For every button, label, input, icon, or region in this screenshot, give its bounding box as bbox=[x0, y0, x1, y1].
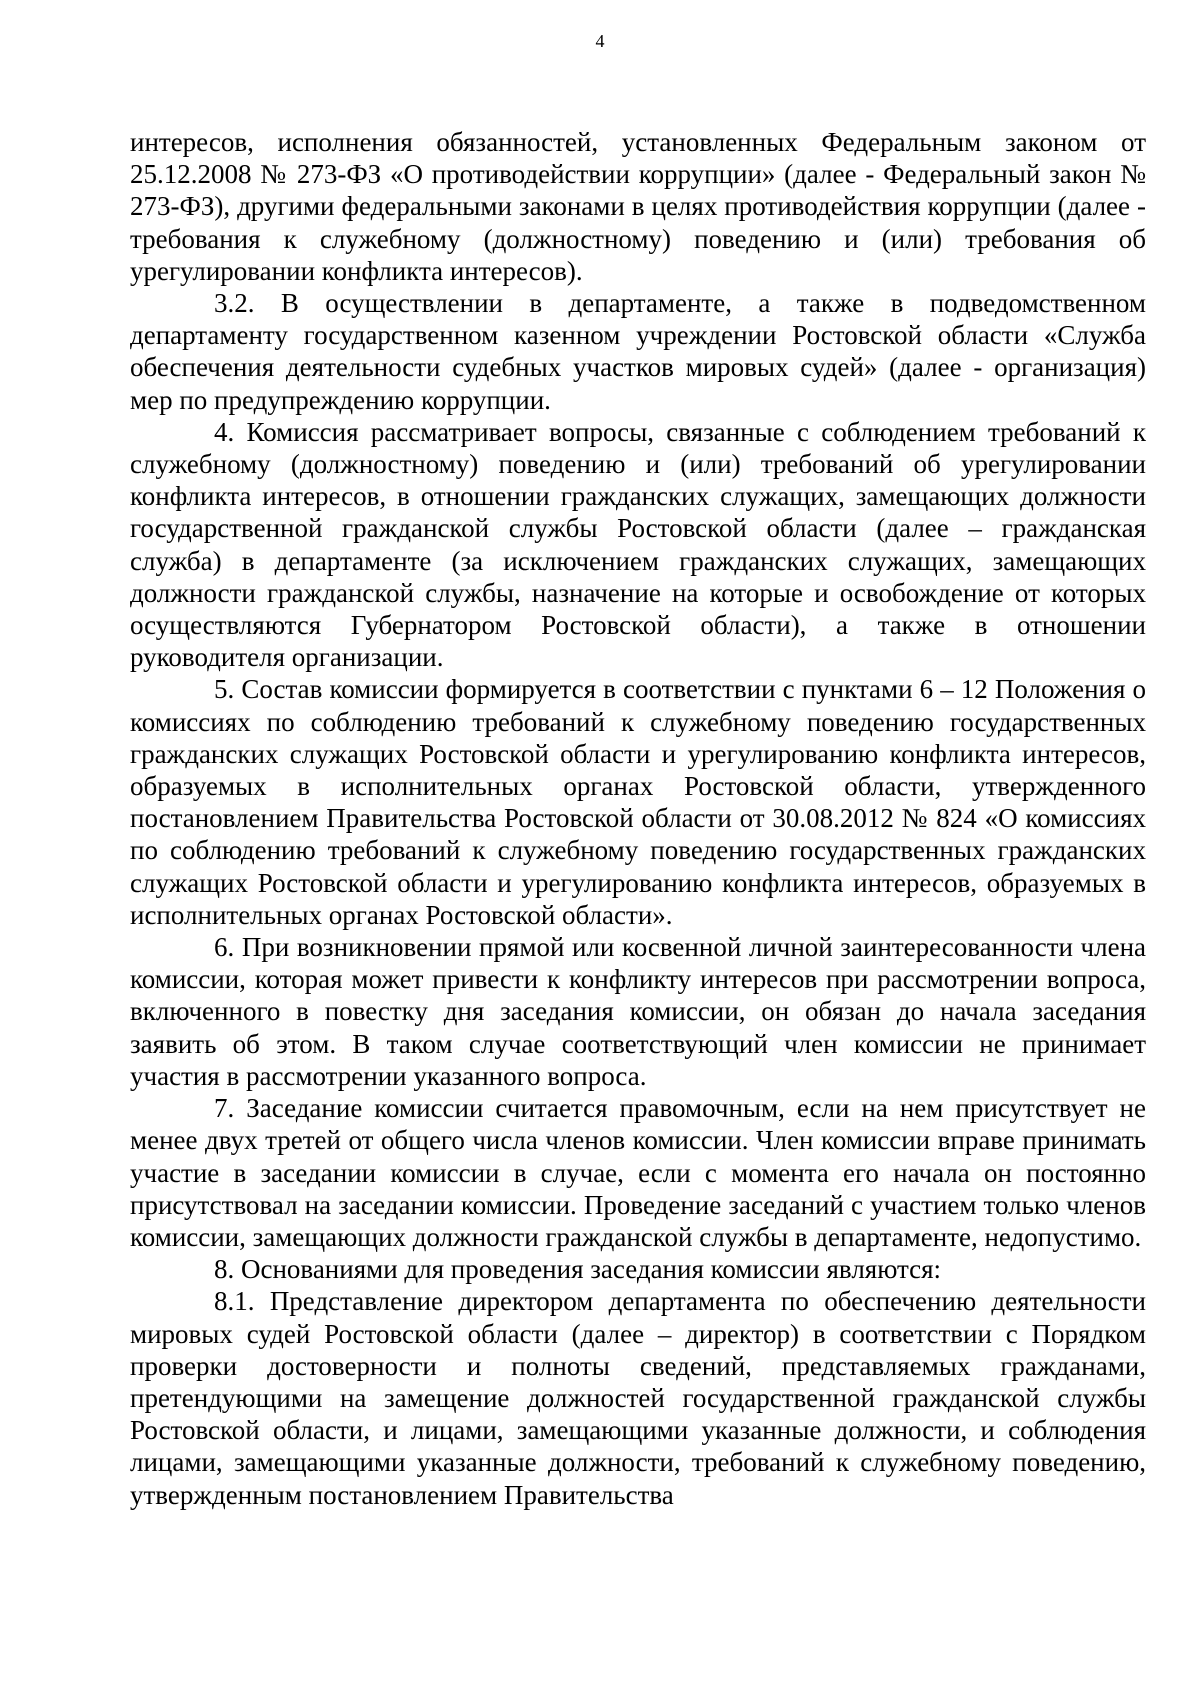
paragraph-item-6: 6. При возникновении прямой или косвенной личной заинтересованности члена комиссии, которая может привести к конфликту интересов при рассмотрении вопроса, включенного в повестку дня заседания комиссии, он обязан до начала заседания заявить об этом. В таком случае соответствующий член комиссии не принимает участия в рассмотрении указанного вопроса. bbox=[130, 932, 1146, 1091]
paragraph-item-8: 8. Основаниями для проведения заседания комиссии являются: bbox=[214, 1254, 942, 1285]
paragraph-item-7: 7. Заседание комиссии считается правомочным, если на нем присутствует не менее двух третей от общего числа членов комиссии. Член комиссии вправе принимать участие в заседании комиссии в случае, если с момента его начала он постоянно присутствовал на заседании комиссии. Проведение заседаний с участием только членов комиссии, замещающих должности гражданской службы в департаменте, недопустимо. bbox=[130, 1093, 1146, 1252]
paragraph-item-8-1: 8.1. Представление директором департамента по обеспечению деятельности мировых судей Ростовской области (далее – директор) в соответствии с Порядком проверки достоверности и полноты сведений, представляемых гражданами, претендующими на замещение должностей государственной гражданской службы Ростовской области, и лицами, замещающими указанные должности, и соблюдения лицами, замещающими указанные должности, требований к служебному поведению, утвержденным постановлением Правительства bbox=[130, 1286, 1146, 1510]
page-number: 4 bbox=[595, 31, 605, 51]
paragraph-continuation: интересов, исполнения обязанностей, установленных Федеральным законом от 25.12.2008 № 273-ФЗ «О противодействии коррупции» (далее - Федеральный закон № 273-ФЗ), другими федеральными законами в целях противодействия коррупции (далее - требования к служебному (должностному) поведению и (или) требования об урегулировании конфликта интересов). bbox=[130, 127, 1146, 286]
paragraph-item-4: 4. Комиссия рассматривает вопросы, связанные с соблюдением требований к служебному (должностному) поведению и (или) требований об урегулировании конфликта интересов, в отношении гражданских служащих, замещающих должности государственной гражданской службы Ростовской области (далее – гражданская служба) в департаменте (за исключением гражданских служащих, замещающих должности гражданской службы, назначение на которые и освобождение от которых осуществляются Губернатором Ростовской области), а также в отношении руководителя организации. bbox=[130, 416, 1146, 673]
paragraph-item-3-2: 3.2. В осуществлении в департаменте, а также в подведомственном департаменту государственном казенном учреждении Ростовской области «Служба обеспечения деятельности судебных участков мировых судей» (далее - организация) мер по предупреждению коррупции. bbox=[130, 288, 1146, 415]
document-body bbox=[130, 126, 1146, 1511]
paragraph-item-5: 5. Состав комиссии формируется в соответствии с пунктами 6 – 12 Положения о комиссиях по соблюдению требований к служебному поведению государственных гражданских служащих Ростовской области и урегулированию конфликта интересов, образуемых в исполнительных органах Ростовской области, утвержденного постановлением Правительства Ростовской области от 30.08.2012 № 824 «О комиссиях по соблюдению требований к служебному поведению государственных гражданских служащих Ростовской области и урегулированию конфликта интересов, образуемых в исполнительных органах Ростовской области». bbox=[130, 674, 1146, 930]
